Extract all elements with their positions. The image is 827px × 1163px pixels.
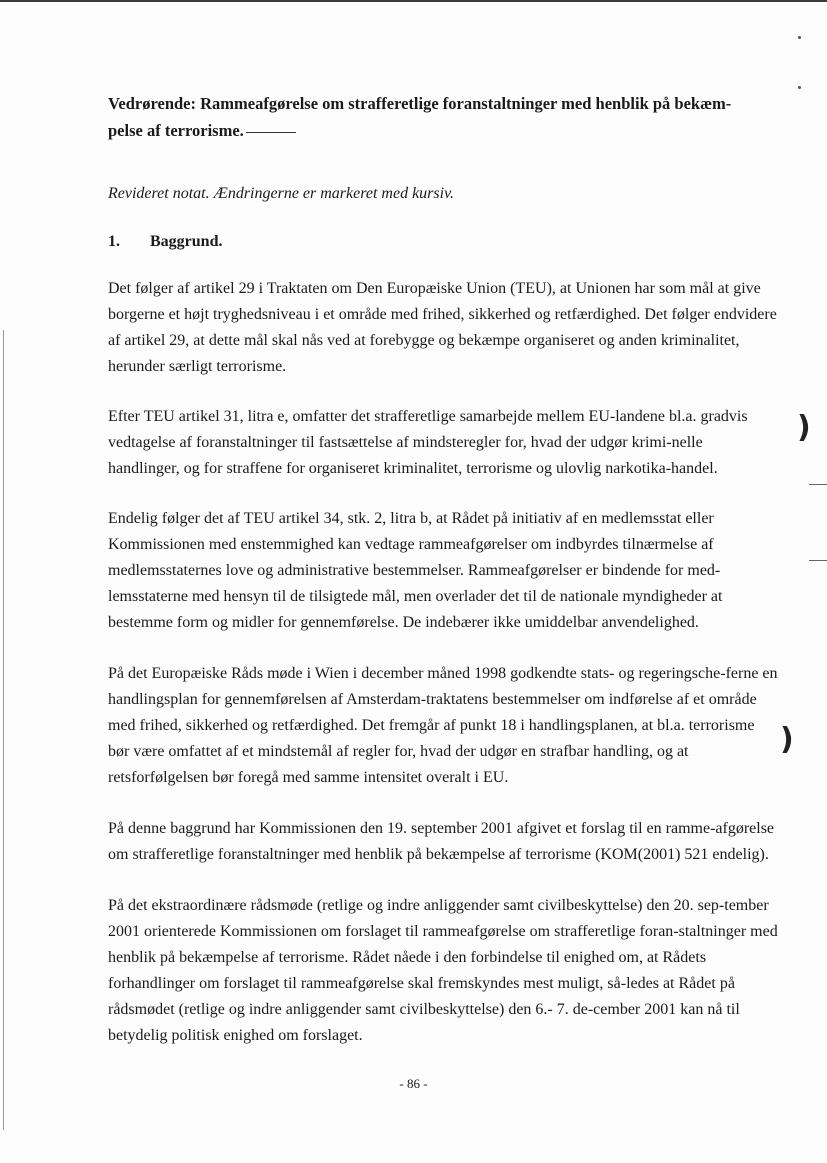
- scan-speck: [798, 86, 801, 89]
- pen-stroke: [246, 132, 296, 133]
- paragraph: På denne baggrund har Kommissionen den 19. september 2001 afgivet et forslag til en ramme-afgørelse om strafferetlige foranstaltninger med henblik på bekæmpelse af terrorisme (KOM(2001) 521 endelig).: [108, 820, 775, 863]
- paragraph: Endelig følger det af TEU artikel 34, stk. 2, litra b, at Rådet på initiativ af en medlemsstat eller Kommissionen med enstemmighed kan vedtage rammeafgørelser om indbyrdes tilnærmelse af medlemsstaternes love og administrative bestemmelser. Rammeafgørelser er bindende for med-lemsstaterne med hensyn til de tilsigtede mål, men overlader det til de nationale myndigheder at bestemme form og midler for gennemførelse. De indebærer ikke umiddelbar anvendelighed.: [108, 510, 723, 631]
- scan-edge-left: [3, 330, 4, 1130]
- punch-hole-mark: ): [797, 410, 811, 445]
- paragraph: Efter TEU artikel 31, litra e, omfatter det strafferetlige samarbejde mellem EU-landene bl.a. gradvis vedtagelse af foranstaltninger til fastsættelse af mindsteregler for, hvad der udgør krimi-nelle handlinger, og for straffene for organiseret kriminalitet, terrorisme og ulovlig narkotika-handel.: [108, 408, 748, 477]
- page-number: - 86 -: [399, 1076, 428, 1091]
- heading-line-1: Vedrørende: Rammeafgørelse om strafferetlige foranstaltninger med henblik på bekæm-: [108, 94, 732, 113]
- scan-mark: [809, 484, 827, 485]
- paragraph: Det følger af artikel 29 i Traktaten om Den Europæiske Union (TEU), at Unionen har som mål at give borgerne et højt tryghedsniveau i et område med frihed, sikkerhed og retfærdighed. Det følger endvidere af artikel 29, at dette mål skal nås ved at forebygge og bekæmpe organiseret og anden kriminalitet, herunder særligt terrorisme.: [108, 280, 777, 375]
- scan-edge-top: [0, 0, 827, 2]
- paragraph: På det ekstraordinære rådsmøde (retlige og indre anliggender samt civilbeskyttelse) den 20. sep-tember 2001 orienterede Kommissionen om forslaget til rammeafgørelse om strafferetlige foran-staltninger med henblik på bekæmpelse af terrorisme. Rådet nåede i den forbindelse til enighed om, at Rådets forhandlinger om forslaget til rammeafgørelse skal fremskyndes mest muligt, så-ledes at Rådet på rådsmødet (retlige og indre anliggender samt civilbeskyttelse) den 6.- 7. de-cember 2001 kan nå til betydelig politisk enighed om forslaget.: [108, 897, 778, 1044]
- section-heading: [108, 232, 778, 252]
- document-heading: [108, 90, 778, 144]
- paragraph: På det Europæiske Råds møde i Wien i december måned 1998 godkendte stats- og regeringsche-ferne en handlingsplan for gennemførelsen af Amsterdam-traktatens bestemmelser om indførelse af et område med frihed, sikkerhed og retfærdighed. Det fremgår af punkt 18 i handlingsplanen, at bl.a. terrorisme bør være omfattet af et mindstemål af regler for, hvad der udgør en strafbar handling, og at retsforfølgelsen bør foregå med samme intensitet overalt i EU.: [108, 665, 778, 786]
- document-body: [108, 90, 778, 1049]
- scan-mark: [809, 560, 827, 561]
- section-number: 1.: [108, 233, 120, 250]
- revision-note: Revideret notat. Ændringerne er markeret med kursiv.: [108, 185, 454, 202]
- section-title: Baggrund.: [150, 233, 223, 250]
- punch-hole-mark: ): [780, 722, 794, 757]
- scan-speck: [798, 36, 801, 39]
- heading-line-2: pelse af terrorisme.: [108, 121, 244, 140]
